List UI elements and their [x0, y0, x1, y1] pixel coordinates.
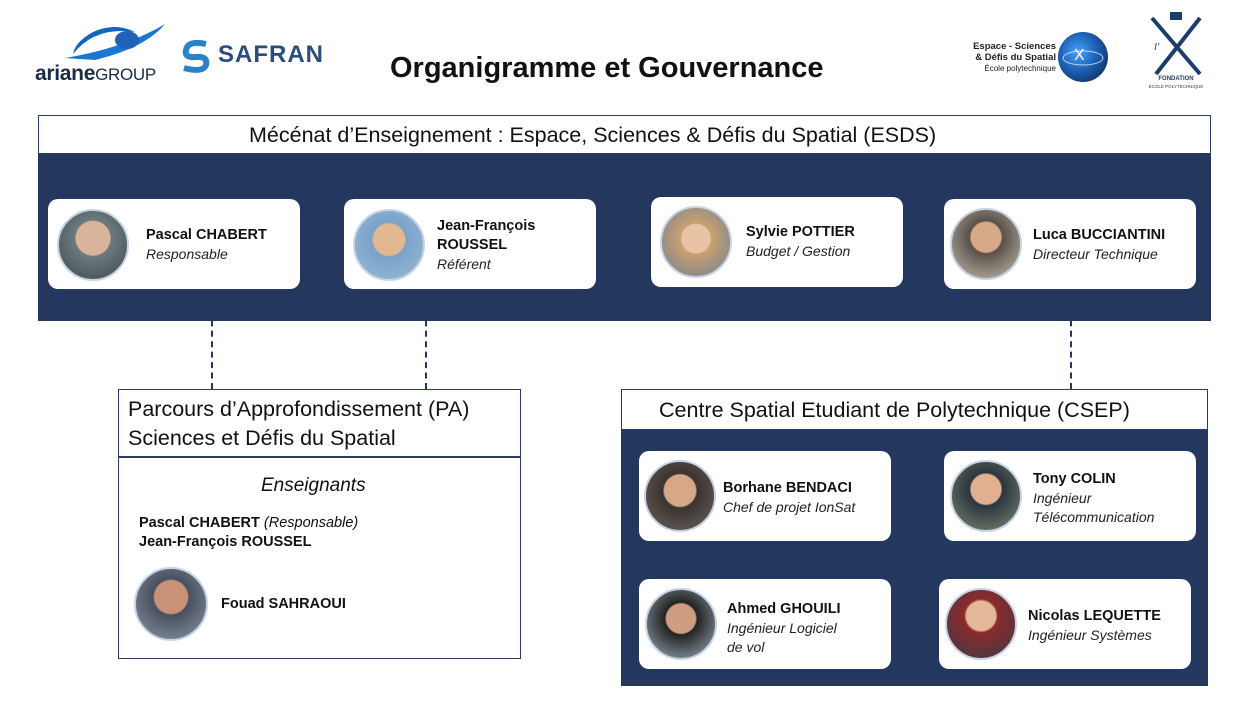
- pa-header: [118, 389, 521, 457]
- member-name: Nicolas LEQUETTE: [1028, 608, 1161, 624]
- csep-header: [621, 389, 1208, 430]
- member-name: Sylvie POTTIER: [746, 224, 855, 240]
- safran-wordmark: SAFRAN: [218, 41, 324, 68]
- safran-s-icon: [178, 38, 214, 74]
- fondation-label: FONDATION ÉCOLE POLYTECHNIQUE: [1148, 76, 1204, 89]
- esds-title: Mécénat d’Enseignement : Espace, Sciences & Défis du Spatial (ESDS): [249, 123, 937, 147]
- esds-logo-text: Espace - Sciences & Défis du Spatial École polytechnique: [973, 41, 1056, 73]
- member-name: Tony COLIN: [1033, 471, 1116, 487]
- member-role: Chef de projet IonSat: [723, 499, 856, 515]
- member-card-jean-francois-roussel: [344, 199, 596, 289]
- member-card-nicolas-lequette: [939, 579, 1191, 669]
- member-card-tony-colin: [944, 451, 1196, 541]
- member-card-ahmed-ghouili: [639, 579, 891, 669]
- member-name: Ahmed GHOUILI: [727, 601, 841, 617]
- fondation-x-logo: [1146, 10, 1206, 78]
- arianegroup-wordmark: arianeGROUP: [35, 62, 156, 85]
- member-role-line1: Ingénieur Logiciel: [727, 620, 837, 636]
- connector-line: [425, 289, 427, 389]
- avatar: [950, 208, 1022, 280]
- avatar: [645, 588, 717, 660]
- member-role-line1: Ingénieur: [1033, 490, 1092, 506]
- member-name-line1: Jean-François: [437, 218, 536, 234]
- member-name: Pascal CHABERT: [146, 227, 267, 243]
- svg-text:X: X: [1074, 47, 1085, 64]
- member-role: Ingénieur Systèmes: [1028, 627, 1152, 643]
- member-name: Borhane BENDACI: [723, 480, 852, 496]
- member-name-line2: ROUSSEL: [437, 237, 508, 253]
- member-role: Directeur Technique: [1033, 246, 1158, 262]
- pa-panel: [118, 457, 521, 659]
- page-title: Organigramme et Gouvernance: [390, 52, 824, 84]
- csep-title: Centre Spatial Etudiant de Polytechnique (CSEP): [659, 398, 1130, 422]
- avatar: [57, 209, 129, 281]
- member-card-borhane-bendaci: [639, 451, 891, 541]
- member-name: Luca BUCCIANTINI: [1033, 227, 1166, 243]
- teacher-name: Pascal CHABERT: [139, 515, 260, 531]
- member-role: Responsable: [146, 246, 228, 262]
- esds-header: [38, 115, 1211, 154]
- avatar: [945, 588, 1017, 660]
- member-card-sylvie-pottier: [651, 197, 903, 287]
- pa-title-line2: Sciences et Défis du Spatial: [128, 426, 396, 450]
- teacher-name: Jean-François ROUSSEL: [139, 534, 312, 550]
- member-card-pascal-chabert: [48, 199, 300, 289]
- avatar: [353, 209, 425, 281]
- teacher-name: Fouad SAHRAOUI: [221, 596, 346, 612]
- connector-line: [1070, 289, 1072, 389]
- avatar: [950, 460, 1022, 532]
- connector-line: [211, 289, 213, 389]
- member-role-line2: de vol: [727, 639, 765, 655]
- member-card-luca-bucciantini: [944, 199, 1196, 289]
- avatar: [644, 460, 716, 532]
- avatar: [134, 567, 208, 641]
- esds-globe-icon: [1058, 32, 1108, 82]
- member-role-line2: Télécommunication: [1033, 509, 1155, 525]
- safran-logo: [178, 38, 214, 74]
- member-role: Référent: [437, 256, 491, 272]
- arianegroup-swoosh-icon: [35, 18, 175, 66]
- fondation-x-icon: [1146, 10, 1206, 78]
- teacher-note: (Responsable): [263, 515, 359, 531]
- member-role: Budget / Gestion: [746, 243, 851, 259]
- pa-title-line1: Parcours d’Approfondissement (PA): [128, 397, 470, 421]
- avatar: [660, 206, 732, 278]
- teacher-line-1: [139, 515, 358, 531]
- svg-text:l': l': [1154, 41, 1160, 53]
- pa-subtitle: Enseignants: [261, 475, 366, 496]
